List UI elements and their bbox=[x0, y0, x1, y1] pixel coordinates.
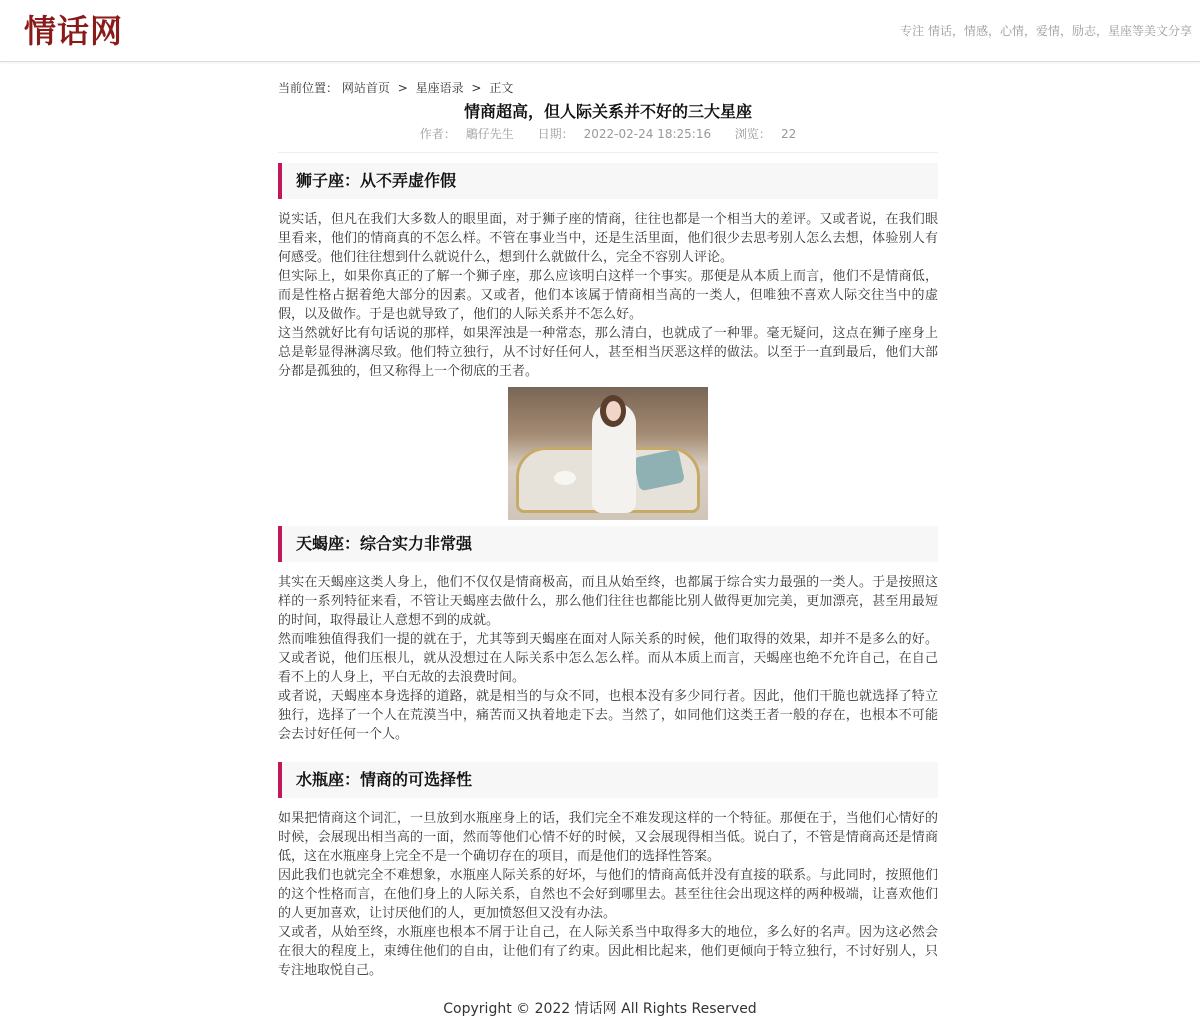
paragraph: 然而唯独值得我们一提的就在于，尤其等到天蝎座在面对人际关系的时候，他们取得的效果，却并不是多么的好。又或者说，他们压根儿，就从没想过在人际关系中怎么怎么样。而从本质上而言，天蝎座也绝不允许自己，在自己看不上的人身上，平白无故的去浪费时间。 bbox=[278, 632, 938, 685]
section-heading: 天蝎座：综合实力非常强 bbox=[278, 526, 938, 562]
site-header bbox=[0, 0, 1200, 62]
paragraph: 说实话，但凡在我们大多数人的眼里面，对于狮子座的情商，往往也都是一个相当大的差评。又或者说，在我们眼里看来，他们的情商真的不怎么样。不管在事业当中，还是生活里面，他们很少去思考别人怎么去想，体验别人有何感受。他们往往想到什么就说什么，想到什么就做什么，完全不容别人评论。 bbox=[278, 212, 938, 265]
section-heading: 狮子座：从不弄虚作假 bbox=[278, 163, 938, 199]
breadcrumb bbox=[278, 78, 938, 98]
site-tagline: 专注 情话，情感，心情，爱情，励志，星座等美文分享 bbox=[900, 24, 1192, 38]
section-body bbox=[278, 809, 938, 980]
breadcrumb-separator: > bbox=[397, 81, 408, 95]
views-label: 浏览： bbox=[734, 127, 771, 141]
paragraph: 又或者，从始至终，水瓶座也根本不屑于让自己，在人际关系当中取得多大的地位，多么好的名声。因为这必然会在很大的程度上，束缚住他们的自由，让他们有了约束。因此相比起来，他们更倾向于特立独行，不讨好别人，只专注地取悦自己。 bbox=[278, 925, 938, 978]
section-body bbox=[278, 210, 938, 381]
article-author bbox=[415, 127, 519, 141]
breadcrumb-category-link[interactable]: 星座语录 bbox=[415, 81, 464, 95]
article-date bbox=[533, 127, 716, 141]
paragraph: 或者说，天蝎座本身选择的道路，就是相当的与众不同，也根本没有多少同行者。因此，他们干脆也就选择了特立独行，选择了一个人在荒漠当中，痛苦而又执着地走下去。当然了，如同他们这类王者一般的存在，也根本不可能会去讨好任何一个人。 bbox=[278, 689, 938, 742]
breadcrumb-separator: > bbox=[471, 81, 482, 95]
article-figure bbox=[278, 387, 938, 520]
author-label: 作者： bbox=[419, 127, 456, 141]
paragraph: 但实际上，如果你真正的了解一个狮子座，那么应该明白这样一个事实。那便是从本质上而言，他们不是情商低，而是性格占据着绝大部分的因素。又或者，他们本该属于情商相当高的一类人，但唯独不喜欢人际交往当中的虚假，以及做作。于是也就导致了，他们的人际关系并不怎么好。 bbox=[278, 269, 938, 322]
views-count: 22 bbox=[780, 127, 797, 141]
author-name: 鵰仔先生 bbox=[465, 127, 514, 141]
paragraph: 这当然就好比有句话说的那样，如果浑浊是一种常态，那么清白，也就成了一种罪。毫无疑问，这点在狮子座身上总是彰显得淋漓尽致。他们特立独行，从不讨好任何人，甚至相当厌恶这样的做法。以至于一直到最后，他们大部分都是孤独的，但又称得上一个彻底的王者。 bbox=[278, 326, 938, 379]
paragraph: 因此我们也就完全不难想象，水瓶座人际关系的好坏，与他们的情商高低并没有直接的联系。与此同时，按照他们的这个性格而言，在他们身上的人际关系，自然也不会好到哪里去。甚至往往会出现这样的两种极端，让喜欢他们的人更加喜欢，让讨厌他们的人，更加愤怒但又没有办法。 bbox=[278, 868, 938, 921]
article-photo bbox=[508, 387, 708, 520]
article-title: 情商超高，但人际关系并不好的三大星座 bbox=[463, 102, 752, 121]
section-heading: 水瓶座：情商的可选择性 bbox=[278, 762, 938, 798]
paragraph: 其实在天蝎座这类人身上，他们不仅仅是情商极高，而且从始至终，也都属于综合实力最强的一类人。于是按照这样的一系列特征来看，不管让天蝎座去做什么，那么他们往往也都能比别人做得更加完美，更加漂亮，甚至用最短的时间，取得最让人意想不到的成就。 bbox=[278, 575, 938, 628]
breadcrumb-prefix: 当前位置： bbox=[278, 81, 339, 95]
site-footer: Copyright © 2022 情话网 All Rights Reserved bbox=[443, 1001, 757, 1017]
breadcrumb-current: 正文 bbox=[489, 81, 514, 95]
breadcrumb-home-link[interactable]: 网站首页 bbox=[341, 81, 390, 95]
date-label: 日期： bbox=[537, 127, 574, 141]
article-meta bbox=[278, 125, 938, 153]
date-value: 2022-02-24 18:25:16 bbox=[583, 127, 712, 141]
paragraph: 如果把情商这个词汇，一旦放到水瓶座身上的话，我们完全不难发现这样的一个特征。那便在于，当他们心情好的时候，会展现出相当高的一面，然而等他们心情不好的时候，又会展现得相当低。说白了，不管是情商高还是情商低，这在水瓶座身上完全不是一个确切存在的项目，而是他们的选择性答案。 bbox=[278, 811, 938, 864]
article-container bbox=[278, 78, 938, 980]
site-logo[interactable]: 情话网 bbox=[24, 12, 124, 50]
article-views bbox=[730, 127, 801, 141]
section-body bbox=[278, 573, 938, 744]
